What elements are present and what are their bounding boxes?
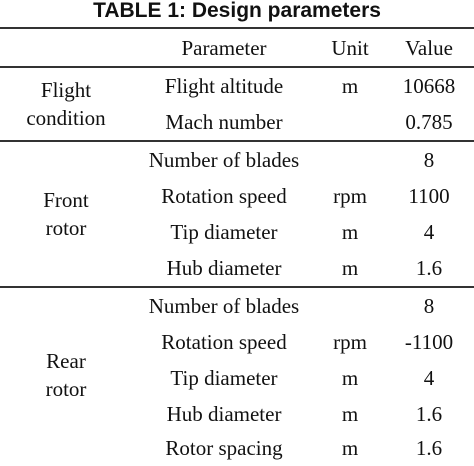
unit-cell bbox=[318, 104, 382, 140]
value-cell: -1100 bbox=[404, 330, 454, 354]
value-cell: 1100 bbox=[408, 184, 450, 208]
unit-cell: rpm bbox=[333, 184, 367, 208]
header-unit: Unit bbox=[331, 36, 369, 60]
parameter-cell: Number of blades bbox=[148, 148, 300, 172]
value-cell: 4 bbox=[423, 220, 435, 244]
value-cell: 1.6 bbox=[415, 402, 443, 426]
parameter-cell: Tip diameter bbox=[170, 220, 278, 244]
unit-cell: m bbox=[341, 220, 359, 244]
group-label-line: rotor bbox=[45, 377, 87, 401]
group-label-line: Rear bbox=[46, 349, 86, 373]
group-label bbox=[0, 186, 132, 242]
parameter-cell: Rotation speed bbox=[161, 330, 287, 354]
value-cell: 1.6 bbox=[415, 436, 443, 460]
group-label bbox=[0, 347, 132, 403]
header-value: Value bbox=[405, 36, 453, 60]
unit-cell: m bbox=[341, 366, 359, 390]
unit-cell: m bbox=[341, 436, 359, 460]
parameter-cell: Tip diameter bbox=[170, 366, 278, 390]
parameter-cell: Mach number bbox=[165, 110, 283, 134]
header-parameter: Parameter bbox=[181, 36, 267, 60]
value-cell: 8 bbox=[423, 148, 435, 172]
unit-cell bbox=[318, 142, 382, 178]
group-label-line: Flight bbox=[40, 78, 92, 102]
table-caption: TABLE 1: Design parameters bbox=[93, 0, 381, 22]
value-cell: 4 bbox=[423, 366, 435, 390]
value-cell: 8 bbox=[423, 294, 435, 318]
value-cell: 0.785 bbox=[405, 110, 453, 134]
parameter-cell: Number of blades bbox=[148, 294, 300, 318]
parameter-cell: Hub diameter bbox=[166, 256, 282, 280]
group-label bbox=[0, 76, 132, 132]
unit-cell: m bbox=[341, 402, 359, 426]
parameter-cell: Flight altitude bbox=[164, 74, 284, 98]
unit-cell: m bbox=[341, 256, 359, 280]
unit-cell: m bbox=[341, 74, 359, 98]
value-cell: 10668 bbox=[402, 74, 456, 98]
value-cell: 1.6 bbox=[415, 256, 443, 280]
top-rule bbox=[0, 27, 474, 29]
parameter-cell: Hub diameter bbox=[166, 402, 282, 426]
unit-cell bbox=[318, 288, 382, 324]
unit-cell: rpm bbox=[333, 330, 367, 354]
group-label-line: condition bbox=[26, 106, 106, 130]
parameter-cell: Rotor spacing bbox=[165, 436, 283, 460]
group-label-line: rotor bbox=[45, 216, 87, 240]
parameter-cell: Rotation speed bbox=[161, 184, 287, 208]
group-label-line: Front bbox=[43, 188, 89, 212]
